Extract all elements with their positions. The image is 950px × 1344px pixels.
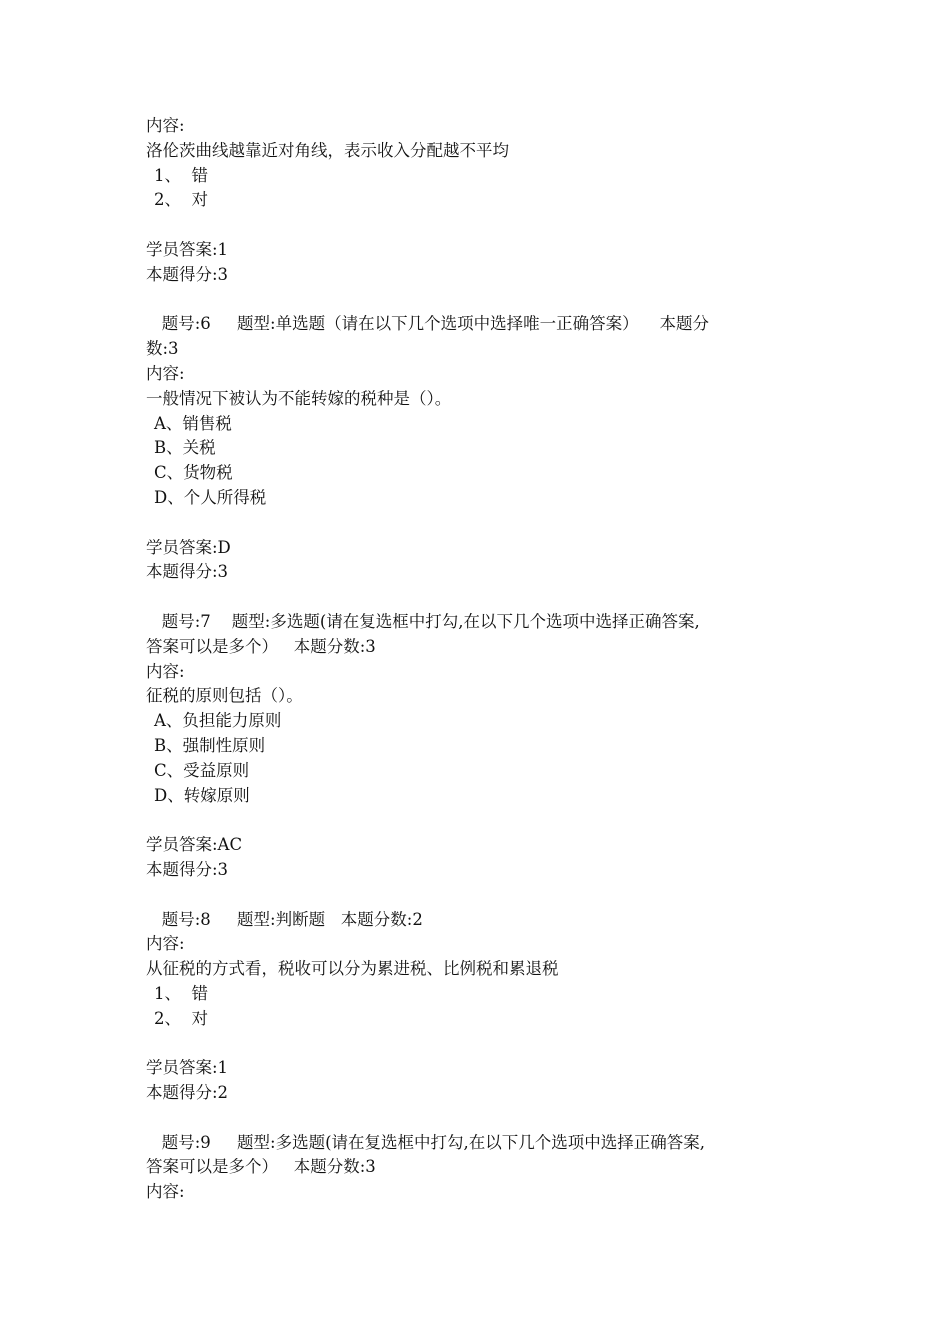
option-1: 1、 错 [154,165,208,185]
content-label: 内容: [146,116,185,135]
student-answer: 学员答案:D [146,537,231,557]
question-9-block [146,1131,826,1205]
spacer [146,585,826,610]
option-d: D、转嫁原则 [154,785,250,805]
spacer [146,808,826,833]
option-2: 2、 对 [154,190,208,210]
option-d: D、个人所得税 [154,487,267,507]
question-header: 题号:6 题型:单选题（请在以下几个选项中选择唯一正确答案） 本题分 [146,314,710,334]
option-a: A、负担能力原则 [154,711,282,731]
question-8-block [146,908,826,1131]
spacer [146,213,826,238]
question-6-block [146,312,826,610]
option-a: A、销售税 [154,413,232,433]
option-c: C、货物税 [154,463,233,483]
question-score: 本题得分:3 [146,859,229,879]
spacer [146,1031,826,1056]
option-c: C、受益原则 [154,760,250,780]
content-label: 内容: [146,661,185,681]
student-answer: 学员答案:1 [146,239,229,259]
content-label: 内容: [146,934,185,954]
question-header: 题号:8 题型:判断题 本题分数:2 [146,909,423,929]
question-text: 一般情况下被认为不能转嫁的税种是（）。 [146,388,452,408]
spacer [146,883,826,908]
question-text: 洛伦茨曲线越靠近对角线，表示收入分配越不平均 [146,140,509,160]
question-text: 征税的原则包括（）。 [146,686,303,706]
question-score: 本题得分:3 [146,562,229,582]
document-page [146,114,826,1205]
option-b: B、强制性原则 [154,735,266,755]
question-7-block [146,610,826,908]
question-text: 从征税的方式看，税收可以分为累进税、比例税和累退税 [146,959,559,979]
option-2: 2、 对 [154,1008,208,1028]
question-header-continued: 答案可以是多个） 本题分数:3 [146,636,376,656]
option-b: B、关税 [154,438,216,458]
student-answer: 学员答案:1 [146,1058,229,1078]
question-header-continued: 数:3 [146,339,179,359]
question-5-block [146,114,826,312]
question-score: 本题得分:3 [146,264,229,284]
content-label: 内容: [146,1182,185,1202]
spacer [146,511,826,536]
question-header-continued: 答案可以是多个） 本题分数:3 [146,1157,376,1177]
option-1: 1、 错 [154,983,208,1003]
question-score: 本题得分:2 [146,1083,229,1103]
spacer [146,1106,826,1131]
question-header: 题号:9 题型:多选题(请在复选框中打勾,在以下几个选项中选择正确答案, [146,1132,706,1152]
student-answer: 学员答案:AC [146,835,243,855]
question-header: 题号:7 题型:多选题(请在复选框中打勾,在以下几个选项中选择正确答案, [146,611,700,631]
spacer [146,288,826,313]
content-label: 内容: [146,363,185,383]
